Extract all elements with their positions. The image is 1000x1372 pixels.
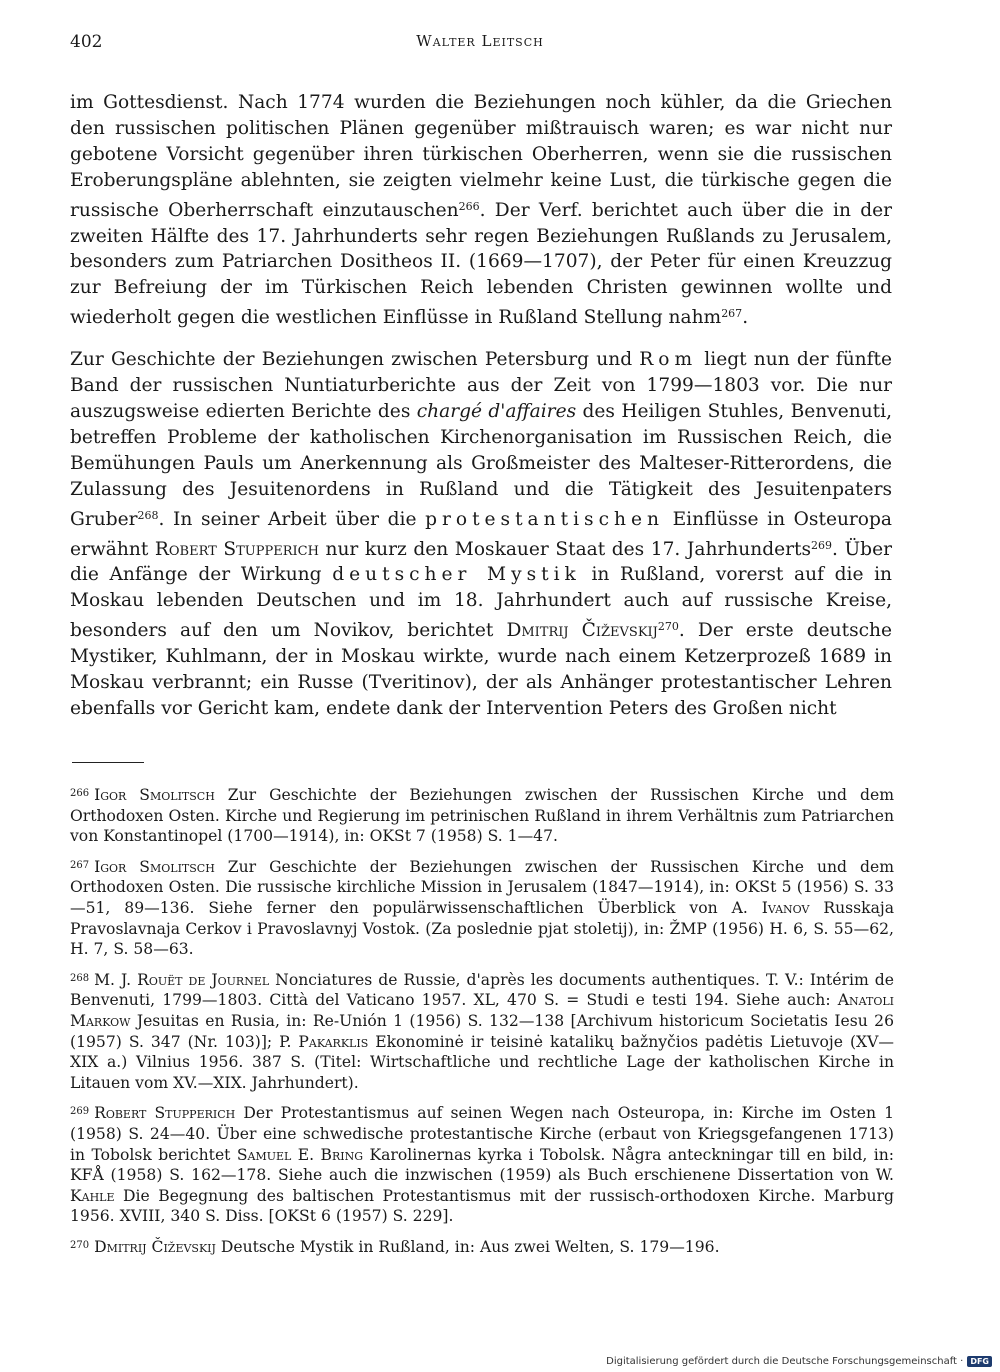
spaced-emphasis: protestantischen: [425, 508, 664, 530]
author-name: Igor Smolitsch: [94, 857, 215, 876]
footnote-ref: 267: [721, 307, 743, 321]
author-name: A. Ivanov: [731, 898, 810, 917]
footnote-ref: 270: [657, 620, 679, 634]
text-run: nur kurz den Moskauer Staat des 17. Jahrhunderts: [318, 538, 812, 560]
digitization-credit: [606, 1356, 992, 1367]
footnote-number: 270: [70, 1239, 90, 1251]
text-run: des Heiligen Stuhles, Benvenuti, betreffen Probleme der katholischen Kirchenorganisation im Russischen Reich, die Bemühungen Pauls um Anerkennung als Großmeister des Malteser-Ritterordens, die Zulassung des Jesuitenordens in Rußland und die Tätigkeit des Jesuitenpaters Gruber: [70, 400, 892, 530]
italic-term: chargé d'affaires: [416, 400, 577, 422]
credit-text: Digitalisierung gefördert durch die Deutsche Forschungsgemeinschaft ·: [606, 1356, 964, 1367]
text-run: in Rußland, vorerst auf die in Moskau lebenden Deutschen und im 18. Jahrhundert auch auf russische Kreise, besonders auf den um Novikov, berichtet: [70, 564, 893, 642]
text-run: Zur Geschichte der Beziehungen zwischen der Russischen Kirche und dem Orthodoxen Osten. Kirche und Regierung im petrinischen Rußland in ihrem Verhältnis zum Patriarchen von Konstantinopel (1700—1914), in: OKSt 7 (1958) S. 1—47.: [70, 786, 894, 846]
text-run: Karolinernas kyrka i Tobolsk. Några anteckningar till en bild, in: KFÅ (1958) S. 162—178. Siehe auch die inzwischen (1959) als Buch erschienene Dissertation von: [70, 1145, 894, 1185]
text-run: .: [742, 307, 749, 329]
paragraph-2: [70, 347, 892, 722]
footnote-269: [70, 1102, 894, 1227]
footnote-ref: 266: [458, 199, 480, 213]
footnote-267: [70, 856, 894, 960]
text-run: Russkaja Pravoslavnaja Cerkov i Pravoslavnyj Vostok. (Za poslednie pjat stoletij), in: ŽMP (1956) H. 6, S. 55—62, H. 7, S. 58—63.: [70, 898, 895, 959]
page-number: 402: [70, 32, 103, 52]
author-name: Robert Stupperich: [94, 1104, 236, 1123]
text-run: . Über die Anfänge der Wirkung: [70, 538, 892, 586]
author-name: P. Pakarklis: [279, 1032, 369, 1051]
text-run: . Der erste deutsche Mystiker, Kuhlmann, der in Moskau wirkte, wurde nach einem Ketzerprozeß 1689 in Moskau verbrannt; ein Russe (Tveritinov), der als Anhänger protestantischer Lehren ebenfalls vor Gericht kam, endete dank der Intervention Peters des Großen nicht: [70, 620, 893, 719]
text-run: Nonciatures de Russie, d'après les documents authentiques. T. V.: Intérim de Benvenuti, 1799—1803. Città del Vaticano 1957. XL, 470 S. = Studi e testi 194. Siehe auch:: [70, 970, 894, 1010]
author-name: Robert Stupperich: [154, 538, 319, 560]
footnotes: [70, 784, 894, 1266]
text-run: Zur Geschichte der Beziehungen zwischen der Russischen Kirche und dem Orthodoxen Osten. Die russische kirchliche Mission in Jerusalem (1847—1914), in: OKSt 5 (1956) S. 33—51, 89—136. Siehe ferner den populärwissenschaftlichen Überblick von: [70, 857, 894, 917]
text-run: Einflüsse in Osteuropa erwähnt: [70, 508, 892, 560]
author-name: Samuel E. Bring: [236, 1145, 364, 1164]
footnote-separator: [72, 762, 144, 763]
spaced-emphasis: Rom: [639, 349, 698, 371]
author-name: Dmitrij Čiževskij: [94, 1237, 216, 1256]
text-run: . Der Verf. berichtet auch über die in der zweiten Hälfte des 17. Jahrhunderts sehr regen Beziehungen Rußlands zu Jerusalem, besonders zum Patriarchen Dositheos II. (1669—1707), der Peter für einen Kreuzzug zur Befreiung der im Türkischen Reich lebenden Christen gewinnen wollte und wiederholt gegen die westlichen Einflüsse in Rußland Stellung nahm: [70, 199, 892, 329]
paragraph-1: [70, 90, 892, 331]
running-head: Walter Leitsch: [416, 32, 544, 50]
footnote-number: 267: [70, 859, 90, 871]
footnote-ref: 269: [811, 538, 833, 552]
text-run: Jesuitas en Rusia, in: Re-Unión 1 (1956) S. 132—138 [Archivum historicum Societatis Iesu 26 (1957) S. 347 (Nr. 103)];: [70, 1011, 894, 1051]
text-run: Zur Geschichte der Beziehungen zwischen Petersburg und: [70, 349, 640, 371]
author-name: W. Kahle: [70, 1166, 894, 1205]
footnote-268: [70, 969, 894, 1094]
text-run: . In seiner Arbeit über die: [158, 508, 426, 530]
text-run: Die Begegnung des baltischen Protestantismus mit der russisch-orthodoxen Kirche. Marburg 1956. XVIII, 340 S. Diss. [OKSt 6 (1957) S. 229].: [70, 1186, 894, 1226]
footnote-number: 268: [70, 972, 90, 984]
text-run: liegt nun der fünfte Band der russischen Nuntiaturberichte aus der Zeit von 1799—1803 vor. Die nur auszugsweise edierten Berichte des: [70, 349, 892, 422]
main-text: [70, 90, 892, 722]
spaced-emphasis: deutscher Mystik: [332, 564, 581, 586]
author-name: Dmitrij Čiževskij: [506, 620, 658, 642]
dfg-logo-icon: DFG: [967, 1356, 992, 1367]
footnote-266: [70, 784, 894, 847]
text-run: Deutsche Mystik in Rußland, in: Aus zwei Welten, S. 179—196.: [215, 1237, 720, 1256]
author-name: Anatoli Markow: [70, 991, 894, 1030]
footnote-270: [70, 1236, 894, 1258]
text-run: Der Protestantismus auf seinen Wegen nach Osteuropa, in: Kirche im Osten 1 (1958) S. 24—40. Über eine schwedische protestantische Kirche (erbaut von Kriegsgefangenen 1713) in Tobolsk berichtet: [70, 1104, 895, 1164]
author-name: M. J. Rouët de Journel: [94, 970, 270, 989]
footnote-number: 269: [70, 1106, 90, 1118]
text-run: Ekonominė ir teisinė katalikų bažnyčios padėtis Lietuvoje (XV—XIX a.) Vilnius 1956. 387 S. (Titel: Wirtschaftliche und rechtliche Lage der katholischen Kirche in Litauen vom XV.—XIX. Jahrhundert).: [70, 1032, 894, 1092]
text-run: im Gottesdienst. Nach 1774 wurden die Beziehungen noch kühler, da die Griechen den russischen politischen Plänen gegenüber mißtrauisch waren; es war nicht nur gebotene Vorsicht gegenüber ihren türkischen Oberherren, wenn sie die russischen Eroberungspläne ablehnten, sie zeigten vielmehr keine Lust, die türkische gegen die russische Oberherrschaft einzutauschen: [70, 92, 892, 221]
footnote-ref: 268: [137, 508, 159, 522]
page-header: [70, 32, 890, 58]
footnote-number: 266: [70, 788, 90, 799]
author-name: Igor Smolitsch: [94, 786, 215, 804]
